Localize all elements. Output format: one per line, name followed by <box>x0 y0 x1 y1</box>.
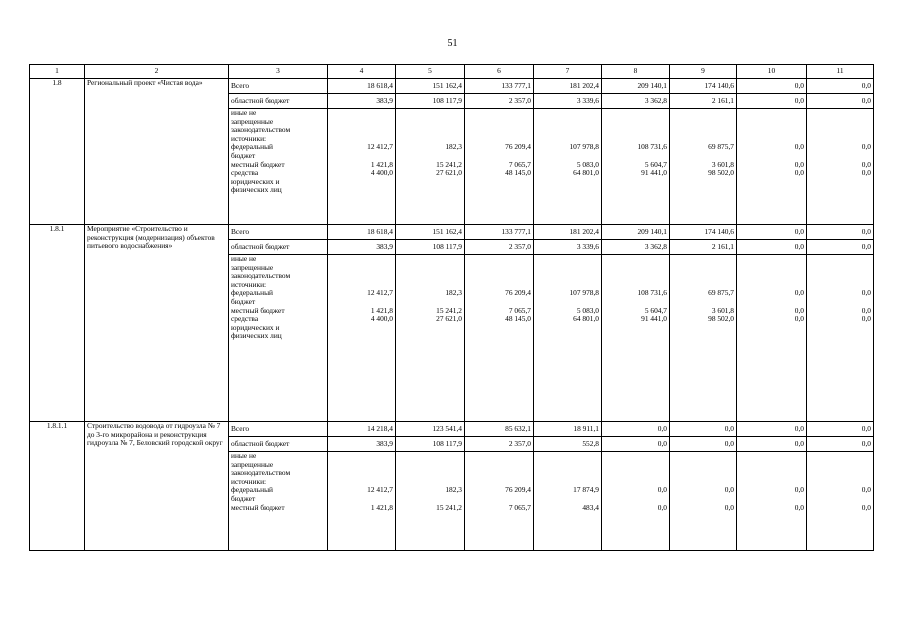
value-legal: 4 400,0 <box>370 314 393 324</box>
spacer <box>672 332 734 341</box>
value-legal: 27 621,0 <box>436 168 462 178</box>
value-cell-stack <box>534 452 602 551</box>
value-cell: 0,0 <box>670 437 737 452</box>
value-cell: 0,0 <box>807 225 874 240</box>
spacer <box>809 332 871 341</box>
spacer <box>536 255 599 264</box>
value-federal: 0,0 <box>794 485 804 495</box>
value-cell-stack <box>328 452 396 551</box>
spacer <box>330 332 393 341</box>
spacer <box>536 452 599 461</box>
value-cell: 383,9 <box>328 94 396 109</box>
row-code: 1.8.1 <box>30 225 85 422</box>
value-local: 0,0 <box>794 159 804 169</box>
spacer <box>398 255 462 264</box>
value-cell-stack <box>534 255 602 422</box>
value-cell: 174 140,6 <box>670 225 737 240</box>
source-legal-label: юридических и <box>231 322 280 332</box>
value-cell: 151 162,4 <box>396 79 465 94</box>
value-cell: 0,0 <box>807 422 874 437</box>
value-cell-stack <box>465 452 534 551</box>
spacer <box>809 324 871 333</box>
value-cell: 0,0 <box>602 422 670 437</box>
spacer <box>739 264 804 273</box>
spacer <box>739 109 804 118</box>
value-federal: 76 209,4 <box>505 142 531 152</box>
value-legal: 48 145,0 <box>505 168 531 178</box>
value-cell-stack <box>396 255 465 422</box>
value-cell: 181 202,4 <box>534 79 602 94</box>
value-cell: 0,0 <box>737 79 807 94</box>
value-cell-stack <box>534 109 602 225</box>
spacer <box>398 272 462 281</box>
spacer <box>739 452 804 461</box>
value-cell: 181 202,4 <box>534 225 602 240</box>
value-legal: 98 502,0 <box>708 168 734 178</box>
spacer <box>604 272 667 281</box>
column-header: 11 <box>807 65 874 79</box>
spacer <box>809 461 871 470</box>
table-row <box>30 422 874 437</box>
spacer <box>739 255 804 264</box>
spacer <box>536 186 599 195</box>
value-federal: 0,0 <box>657 485 667 495</box>
spacer <box>604 118 667 127</box>
spacer <box>536 118 599 127</box>
source-legal-label: физических лиц <box>231 331 282 341</box>
spacer <box>809 126 871 135</box>
row-code: 1.8 <box>30 79 85 225</box>
spacer <box>467 186 531 195</box>
value-cell-stack <box>465 255 534 422</box>
spacer <box>672 178 734 187</box>
spacer <box>739 178 804 187</box>
value-legal: 4 400,0 <box>370 168 393 178</box>
value-local: 0,0 <box>724 502 734 512</box>
value-cell-stack <box>396 109 465 225</box>
value-local: 5 604,7 <box>644 159 667 169</box>
spacer <box>398 126 462 135</box>
spacer <box>398 461 462 470</box>
value-cell: 108 117,9 <box>396 437 465 452</box>
value-local: 1 421,8 <box>370 305 393 315</box>
spacer <box>739 469 804 478</box>
column-header: 3 <box>229 65 328 79</box>
spacer <box>330 272 393 281</box>
spacer <box>330 452 393 461</box>
value-cell-stack <box>602 452 670 551</box>
value-cell: 552,8 <box>534 437 602 452</box>
spacer <box>330 469 393 478</box>
value-legal: 91 441,0 <box>641 168 667 178</box>
column-header: 1 <box>30 65 85 79</box>
spacer <box>536 272 599 281</box>
value-federal: 108 731,6 <box>637 288 667 298</box>
spacer <box>672 264 734 273</box>
budget-table <box>29 64 874 551</box>
spacer <box>809 186 871 195</box>
value-local: 5 604,7 <box>644 305 667 315</box>
value-cell-stack <box>737 109 807 225</box>
source-federal-label: федеральный <box>231 142 273 152</box>
source-other-line: запрещенные <box>231 459 274 469</box>
value-cell: 2 357,0 <box>465 94 534 109</box>
spacer <box>809 452 871 461</box>
spacer <box>536 469 599 478</box>
value-cell: 0,0 <box>807 79 874 94</box>
value-cell-stack <box>737 255 807 422</box>
spacer <box>809 469 871 478</box>
value-legal: 27 621,0 <box>436 314 462 324</box>
source-other-line: запрещенные <box>231 262 274 272</box>
spacer <box>672 452 734 461</box>
value-cell: 3 362,8 <box>602 94 670 109</box>
column-header: 9 <box>670 65 737 79</box>
value-local: 3 601,8 <box>711 159 734 169</box>
spacer <box>467 109 531 118</box>
value-cell: 174 140,6 <box>670 79 737 94</box>
spacer <box>467 452 531 461</box>
value-federal: 0,0 <box>861 485 871 495</box>
row-name: Мероприятие «Строительство и реконструкция (модернизация) объектов питьевого водоснабжения» <box>85 225 229 422</box>
value-federal: 182,3 <box>445 288 462 298</box>
value-cell: 85 632,1 <box>465 422 534 437</box>
spacer <box>739 118 804 127</box>
spacer <box>604 324 667 333</box>
source-legal-label: юридических и <box>231 176 280 186</box>
value-federal: 12 412,7 <box>367 142 393 152</box>
value-local: 1 421,8 <box>370 502 393 512</box>
value-federal: 12 412,7 <box>367 485 393 495</box>
value-federal: 107 978,8 <box>569 142 599 152</box>
value-federal: 0,0 <box>794 142 804 152</box>
spacer <box>739 126 804 135</box>
spacer <box>467 126 531 135</box>
spacer <box>604 255 667 264</box>
value-cell: 0,0 <box>807 94 874 109</box>
value-cell-stack <box>465 109 534 225</box>
spacer <box>809 272 871 281</box>
spacer <box>330 178 393 187</box>
value-cell: 209 140,1 <box>602 79 670 94</box>
source-other-line: иные не <box>231 108 257 117</box>
value-local: 1 421,8 <box>370 159 393 169</box>
source-other-line: законодательством <box>231 271 291 281</box>
spacer <box>330 461 393 470</box>
spacer <box>604 126 667 135</box>
value-local: 7 065,7 <box>508 502 531 512</box>
spacer <box>398 324 462 333</box>
source-regional-label: областной бюджет <box>229 437 328 452</box>
value-legal: 98 502,0 <box>708 314 734 324</box>
source-legal-label: физических лиц <box>231 185 282 195</box>
value-legal: 0,0 <box>861 314 871 324</box>
value-cell-stack <box>807 109 874 225</box>
source-regional-label: областной бюджет <box>229 240 328 255</box>
value-cell: 2 357,0 <box>465 240 534 255</box>
value-federal: 0,0 <box>861 142 871 152</box>
spacer <box>398 118 462 127</box>
value-cell: 18 911,1 <box>534 422 602 437</box>
value-legal: 64 801,0 <box>573 314 599 324</box>
value-cell-stack <box>670 255 737 422</box>
spacer <box>604 264 667 273</box>
value-cell-stack <box>602 109 670 225</box>
value-cell: 0,0 <box>602 437 670 452</box>
spacer <box>398 452 462 461</box>
value-local: 0,0 <box>861 159 871 169</box>
spacer <box>467 272 531 281</box>
spacer <box>809 178 871 187</box>
value-local: 5 083,0 <box>576 305 599 315</box>
value-cell-stack <box>807 452 874 551</box>
value-cell: 0,0 <box>737 240 807 255</box>
source-local-label: местный бюджет <box>231 159 285 169</box>
source-other-label <box>229 452 328 551</box>
spacer <box>809 255 871 264</box>
value-cell: 2 161,1 <box>670 94 737 109</box>
table-row <box>30 225 874 240</box>
spacer <box>604 469 667 478</box>
value-cell-stack <box>737 452 807 551</box>
column-header: 2 <box>85 65 229 79</box>
value-federal: 0,0 <box>861 288 871 298</box>
value-cell-stack <box>602 255 670 422</box>
spacer <box>739 332 804 341</box>
spacer <box>330 126 393 135</box>
column-header: 8 <box>602 65 670 79</box>
value-cell: 18 618,4 <box>328 225 396 240</box>
spacer <box>330 255 393 264</box>
source-federal-label: бюджет <box>231 493 256 503</box>
value-cell: 0,0 <box>670 422 737 437</box>
spacer <box>536 332 599 341</box>
value-cell: 2 357,0 <box>465 437 534 452</box>
spacer <box>672 272 734 281</box>
value-federal: 0,0 <box>794 288 804 298</box>
source-total-label: Всего <box>229 225 328 240</box>
spacer <box>604 332 667 341</box>
value-federal: 76 209,4 <box>505 288 531 298</box>
value-legal: 0,0 <box>861 168 871 178</box>
value-cell: 18 618,4 <box>328 79 396 94</box>
source-other-line: источники: <box>231 476 267 486</box>
value-local: 483,4 <box>582 502 599 512</box>
value-local: 7 065,7 <box>508 159 531 169</box>
source-regional-label: областной бюджет <box>229 94 328 109</box>
spacer <box>672 255 734 264</box>
value-federal: 108 731,6 <box>637 142 667 152</box>
value-legal: 0,0 <box>794 168 804 178</box>
spacer <box>467 118 531 127</box>
value-local: 0,0 <box>861 502 871 512</box>
value-federal: 69 875,7 <box>708 288 734 298</box>
value-federal: 76 209,4 <box>505 485 531 495</box>
row-name: Региональный проект «Чистая вода» <box>85 79 229 225</box>
header-row <box>30 65 874 79</box>
spacer <box>330 118 393 127</box>
spacer <box>467 324 531 333</box>
value-cell: 3 339,6 <box>534 94 602 109</box>
spacer <box>604 461 667 470</box>
value-cell-stack <box>670 109 737 225</box>
source-other-line: иные не <box>231 254 257 263</box>
spacer <box>467 461 531 470</box>
value-cell: 108 117,9 <box>396 94 465 109</box>
value-federal: 12 412,7 <box>367 288 393 298</box>
value-cell: 0,0 <box>807 240 874 255</box>
value-cell: 0,0 <box>737 437 807 452</box>
column-header: 6 <box>465 65 534 79</box>
source-other-line: законодательством <box>231 125 291 135</box>
spacer <box>672 469 734 478</box>
spacer <box>467 255 531 264</box>
spacer <box>604 452 667 461</box>
value-local: 5 083,0 <box>576 159 599 169</box>
value-cell: 0,0 <box>807 437 874 452</box>
spacer <box>398 264 462 273</box>
spacer <box>739 461 804 470</box>
value-federal: 182,3 <box>445 142 462 152</box>
value-cell: 108 117,9 <box>396 240 465 255</box>
value-legal: 48 145,0 <box>505 314 531 324</box>
spacer <box>536 109 599 118</box>
spacer <box>330 186 393 195</box>
value-local: 0,0 <box>657 502 667 512</box>
value-cell-stack <box>670 452 737 551</box>
value-local: 0,0 <box>794 502 804 512</box>
spacer <box>330 264 393 273</box>
value-cell-stack <box>328 109 396 225</box>
spacer <box>604 178 667 187</box>
value-cell: 0,0 <box>737 225 807 240</box>
spacer <box>467 469 531 478</box>
value-local: 7 065,7 <box>508 305 531 315</box>
spacer <box>330 324 393 333</box>
spacer <box>604 186 667 195</box>
value-cell-stack <box>328 255 396 422</box>
spacer <box>809 118 871 127</box>
value-local: 3 601,8 <box>711 305 734 315</box>
value-cell: 383,9 <box>328 437 396 452</box>
row-name: Строительство водовода от гидроузла № 7 до 3-го микрорайона и реконструкция гидроузла № 7, Беловский городской округ <box>85 422 229 551</box>
spacer <box>672 461 734 470</box>
spacer <box>467 332 531 341</box>
spacer <box>739 186 804 195</box>
spacer <box>672 186 734 195</box>
source-other-line: законодательством <box>231 468 291 478</box>
value-cell: 133 777,1 <box>465 225 534 240</box>
value-cell: 3 362,8 <box>602 240 670 255</box>
column-header: 5 <box>396 65 465 79</box>
value-cell-stack <box>807 255 874 422</box>
source-other-line: запрещенные <box>231 116 274 126</box>
value-local: 0,0 <box>794 305 804 315</box>
source-local-label: местный бюджет <box>231 305 285 315</box>
value-cell: 3 339,6 <box>534 240 602 255</box>
value-cell: 123 541,4 <box>396 422 465 437</box>
source-legal-label: средства <box>231 314 259 324</box>
spacer <box>672 324 734 333</box>
value-cell: 0,0 <box>737 422 807 437</box>
spacer <box>398 469 462 478</box>
page-number: 51 <box>447 38 458 49</box>
spacer <box>467 264 531 273</box>
column-header: 7 <box>534 65 602 79</box>
source-total-label: Всего <box>229 422 328 437</box>
table-row <box>30 79 874 94</box>
spacer <box>398 186 462 195</box>
spacer <box>672 109 734 118</box>
value-cell: 133 777,1 <box>465 79 534 94</box>
spacer <box>739 272 804 281</box>
value-legal: 91 441,0 <box>641 314 667 324</box>
value-federal: 0,0 <box>724 485 734 495</box>
value-cell-stack <box>396 452 465 551</box>
value-cell: 14 218,4 <box>328 422 396 437</box>
row-code: 1.8.1.1 <box>30 422 85 551</box>
source-federal-label: бюджет <box>231 150 256 160</box>
spacer <box>536 264 599 273</box>
source-other-label <box>229 109 328 225</box>
value-cell: 2 161,1 <box>670 240 737 255</box>
source-federal-label: бюджет <box>231 296 256 306</box>
value-cell: 151 162,4 <box>396 225 465 240</box>
spacer <box>398 332 462 341</box>
value-local: 0,0 <box>861 305 871 315</box>
spacer <box>398 109 462 118</box>
value-federal: 69 875,7 <box>708 142 734 152</box>
value-federal: 107 978,8 <box>569 288 599 298</box>
spacer <box>672 118 734 127</box>
source-legal-label: средства <box>231 168 259 178</box>
value-legal: 0,0 <box>794 314 804 324</box>
spacer <box>672 126 734 135</box>
source-local-label: местный бюджет <box>231 502 285 512</box>
value-federal: 17 874,9 <box>573 485 599 495</box>
value-legal: 64 801,0 <box>573 168 599 178</box>
spacer <box>536 461 599 470</box>
source-other-line: источники: <box>231 133 267 143</box>
value-federal: 182,3 <box>445 485 462 495</box>
spacer <box>604 109 667 118</box>
spacer <box>467 178 531 187</box>
source-total-label: Всего <box>229 79 328 94</box>
source-federal-label: федеральный <box>231 485 273 495</box>
value-local: 15 241,2 <box>436 502 462 512</box>
source-federal-label: федеральный <box>231 288 273 298</box>
column-header: 10 <box>737 65 807 79</box>
value-cell: 383,9 <box>328 240 396 255</box>
spacer <box>809 109 871 118</box>
spacer <box>330 109 393 118</box>
spacer <box>398 178 462 187</box>
spacer <box>536 126 599 135</box>
spacer <box>809 264 871 273</box>
spacer <box>739 324 804 333</box>
spacer <box>536 178 599 187</box>
column-header: 4 <box>328 65 396 79</box>
source-other-line: иные не <box>231 451 257 460</box>
spacer <box>536 324 599 333</box>
value-cell: 209 140,1 <box>602 225 670 240</box>
value-local: 15 241,2 <box>436 159 462 169</box>
value-cell: 0,0 <box>737 94 807 109</box>
source-other-line: источники: <box>231 279 267 289</box>
value-local: 15 241,2 <box>436 305 462 315</box>
source-other-label <box>229 255 328 422</box>
